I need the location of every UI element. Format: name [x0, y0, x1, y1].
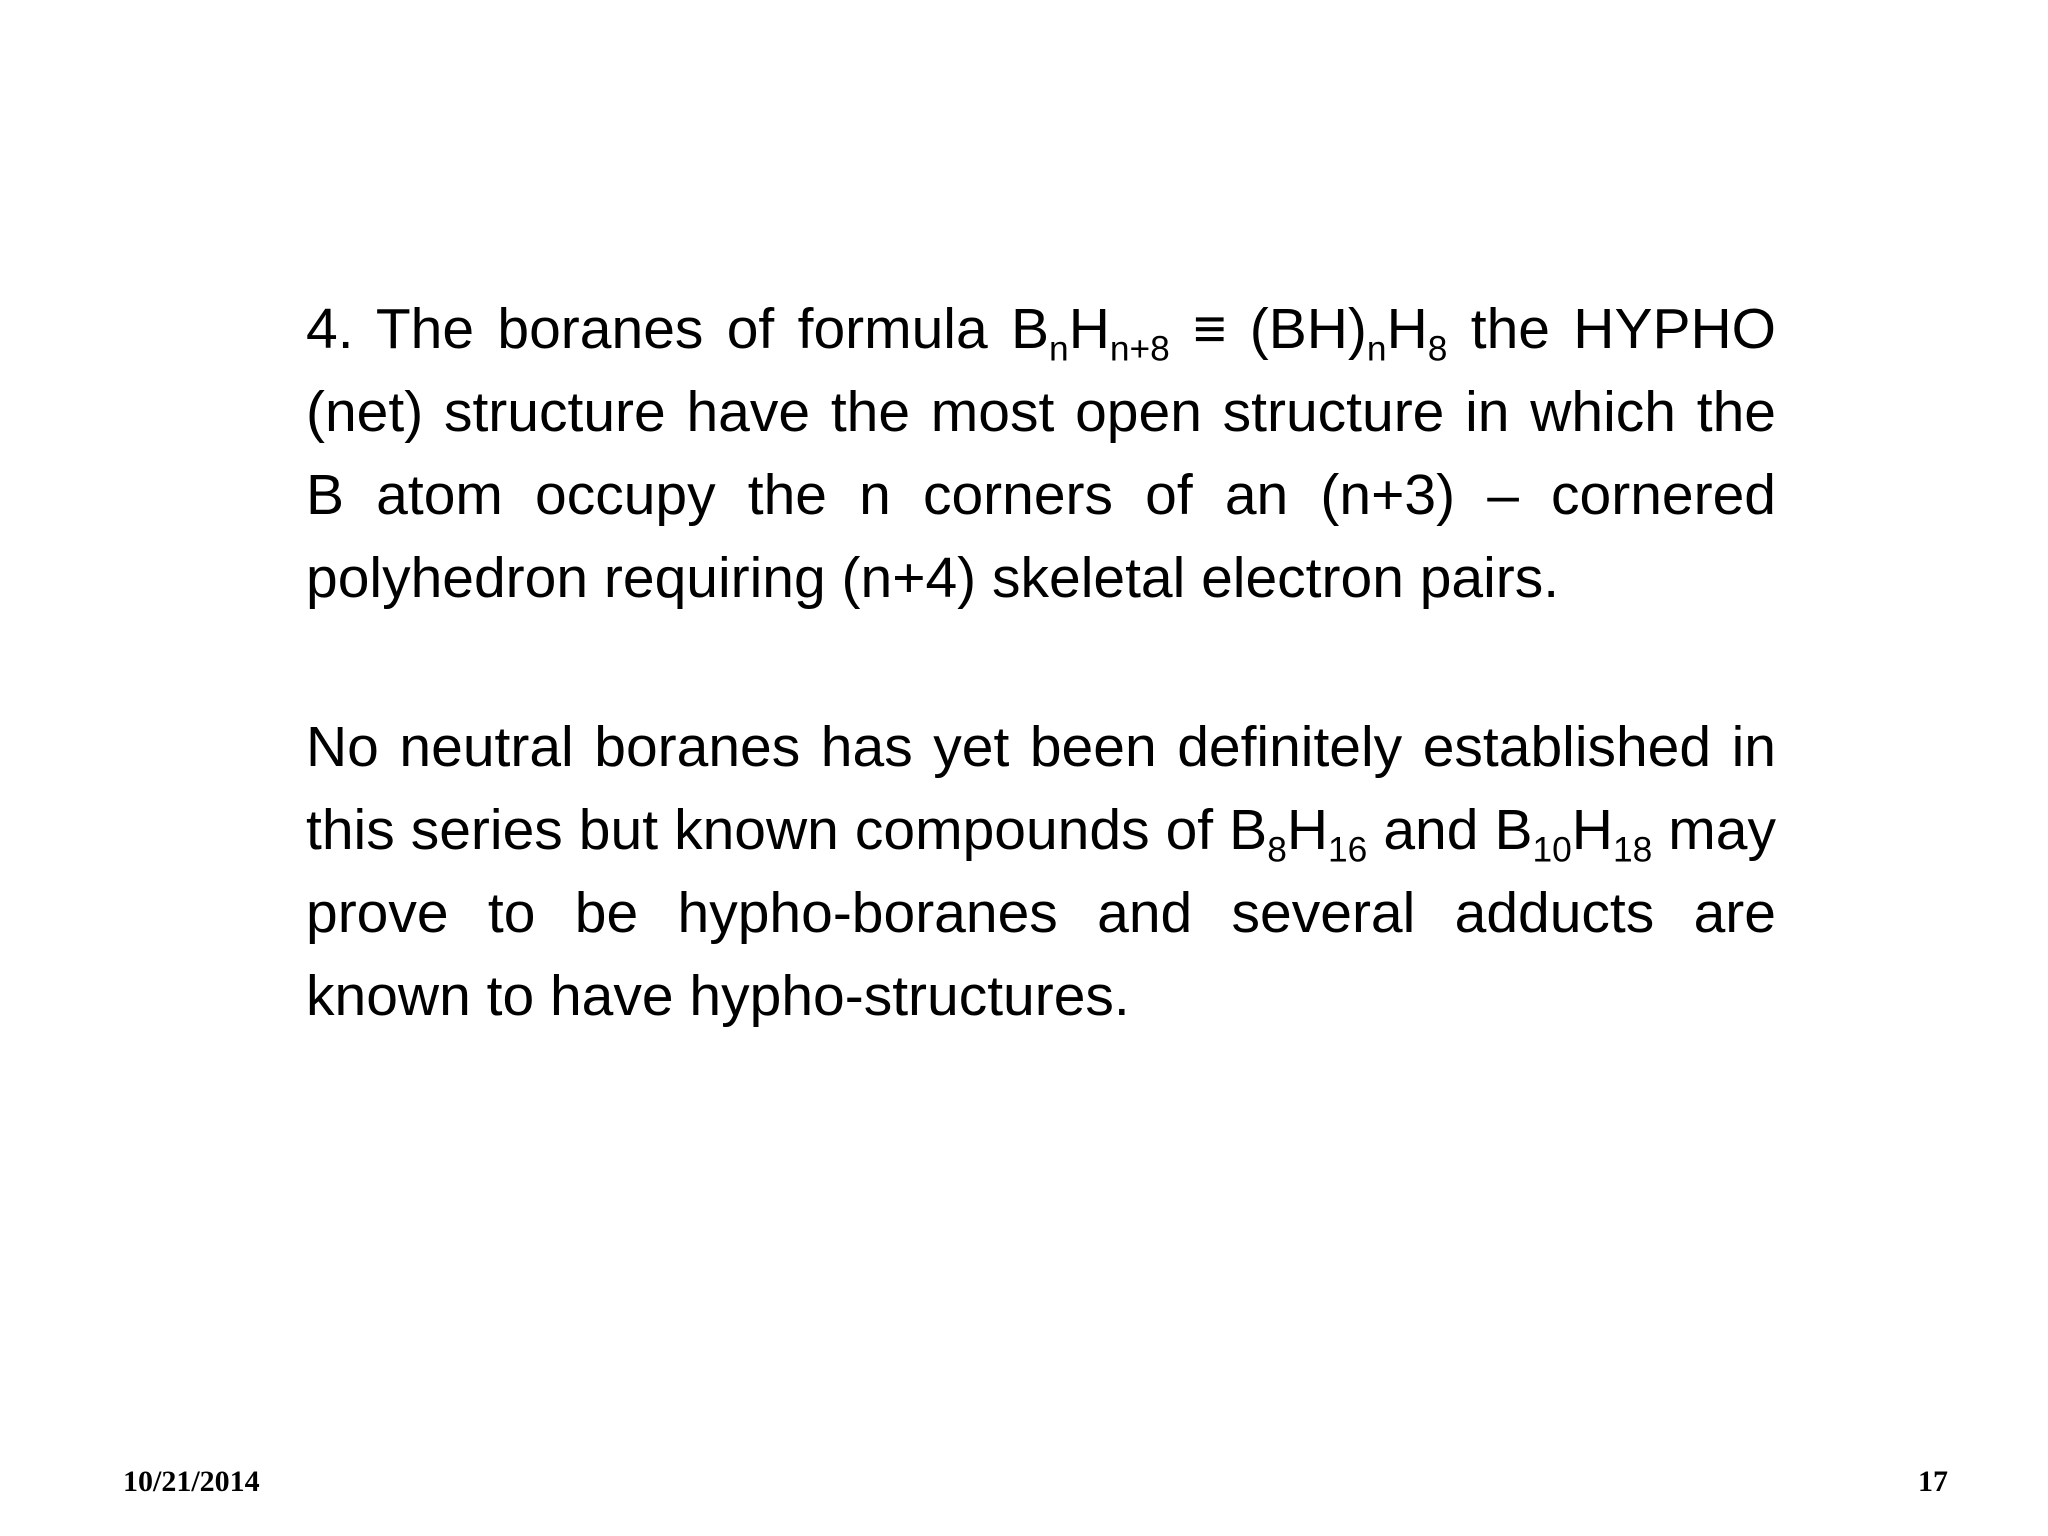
para2-h2: H	[1571, 798, 1613, 862]
para2-h1: H	[1286, 798, 1329, 862]
paragraph-neutral-boranes	[306, 706, 1776, 1038]
para1-sub-8: 8	[1427, 329, 1448, 369]
paragraph-hypho-formula	[306, 288, 1776, 620]
para2-rest: may prove to be hypho-boranes and several adducts are known to have hypho-structures.	[306, 798, 1776, 1028]
slide-body	[306, 288, 1776, 1038]
para1-rest: the HYPHO (net) structure have the most open structure in which the B atom occupy the n corners of an (n+3) – cornered polyhedron requiring (n+4) skeletal electron pairs.	[306, 297, 1777, 610]
para2-sub-h16: 16	[1328, 830, 1368, 870]
para2-sub-h18: 18	[1612, 830, 1653, 870]
para2-sub-b10: 10	[1532, 830, 1572, 870]
footer-date: 10/21/2014	[123, 1465, 260, 1498]
para1-sub-n2: n	[1366, 329, 1387, 369]
para1-sub-n8: n+8	[1109, 329, 1170, 369]
para1-sub-n: n	[1049, 329, 1069, 369]
para1-lead: 4. The boranes of formula B	[306, 297, 1050, 361]
para1-h: H	[1068, 297, 1110, 361]
para2-mid: and B	[1367, 798, 1533, 862]
para1-equiv: ≡ (BH)	[1169, 297, 1367, 361]
footer-page-number: 17	[1918, 1465, 1948, 1498]
para2-sub-b8: 8	[1267, 830, 1287, 870]
para1-h2: H	[1386, 297, 1428, 361]
para2-lead: No neutral boranes has yet been definitely established in this series but known compounds of B	[306, 715, 1776, 862]
